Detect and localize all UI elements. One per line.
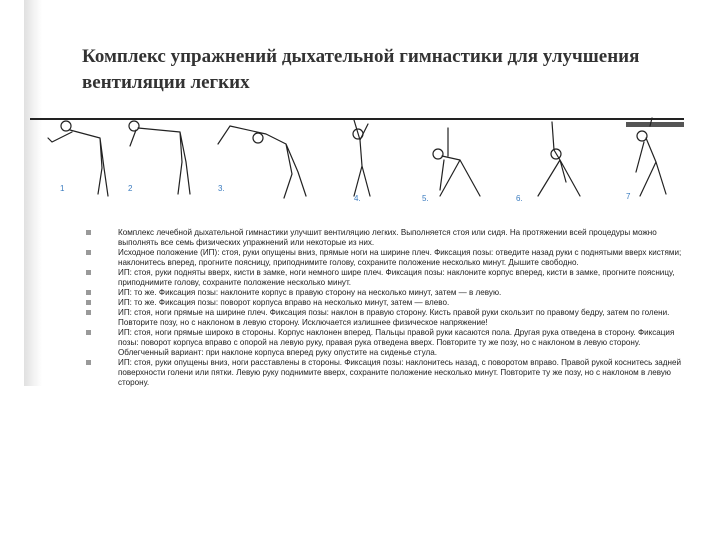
list-item: ИП: стоя, руки подняты вверх, кисти в замке, ноги немного шире плеч. Фиксация позы: наклоните корпус вперед, кисти в замке, прогните поясницу, приподнимите голову, сохраните положение несколько минут. [84, 268, 684, 288]
bullet-icon [86, 230, 91, 235]
figure-label-6: 6. [516, 194, 523, 203]
figure-label-5: 5. [422, 194, 429, 203]
figure-label-1: 1 [60, 184, 65, 193]
list-item: ИП: стоя, ноги прямые на ширине плеч. Фиксация позы: наклон в правую сторону. Кисть правой руки скользит по правому бедру, затем по голени. Повторите позу, но с наклоном в левую сторону. Исключается излишнее физическое напряжение! [84, 308, 684, 328]
list-item: ИП: то же. Фиксация позы: поворот корпуса вправо на несколько минут, затем — влево. [84, 298, 684, 308]
figure-label-7: 7 [626, 192, 631, 201]
exercise-figures [40, 116, 700, 212]
figure-7 [636, 118, 666, 196]
bullet-icon [86, 330, 91, 335]
figure-6 [538, 122, 580, 196]
list-item: ИП: стоя, руки опущены вниз, ноги расставлены в стороны. Фиксация позы: наклонитесь назад, с поворотом вправо. Правой рукой коснитесь задней поверхности голени или пятки. Левую руку поднимите вверх, сохраните положение несколько минут. Повторите ту же позу, но с наклоном в левую сторону. [84, 358, 684, 388]
bullet-icon [86, 300, 91, 305]
list-item: Комплекс лечебной дыхательной гимнастики улучшит вентиляцию легких. Выполняется стоя или сидя. На протяжении всей процедуры можно выполнять все семь физических упражнений или некоторые из них. [84, 228, 684, 248]
figure-2 [129, 121, 190, 194]
figure-1 [48, 121, 108, 196]
bullet-icon [86, 310, 91, 315]
list-item: Исходное положение (ИП): стоя, руки опущены вниз, прямые ноги на ширине плеч. Фиксация позы: отведите назад руки с поднятыми вверх кистями; наклонитесь вперед, прогните поясницу, приподнимите голову, сохраните положение несколько минут. Дышите свободно. [84, 248, 684, 268]
list-item: ИП: то же. Фиксация позы: наклоните корпус в правую сторону на несколько минут, затем — в левую. [84, 288, 684, 298]
figure-label-3: 3. [218, 184, 225, 193]
figure-5 [433, 128, 480, 196]
exercise-list [84, 228, 684, 388]
figure-label-2: 2 [128, 184, 133, 193]
figure-4 [353, 120, 370, 196]
bullet-icon [86, 360, 91, 365]
figure-3 [218, 126, 306, 198]
bullet-icon [86, 290, 91, 295]
figure-label-4: 4. [354, 194, 361, 203]
exercise-illustrations [40, 116, 700, 212]
list-item: ИП: стоя, ноги прямые широко в стороны. Корпус наклонен вперед. Пальцы правой руки касаются пола. Другая рука отведена в сторону. Фиксация позы: поворот корпуса вправо с опорой на левую руку, правая рука отведена вверх. Повторите ту же позу, но с наклоном в левую сторону. Облегченный вариант: при наклоне корпуса вперед руку опустите на сиденье стула. [84, 328, 684, 358]
page-title: Комплекс упражнений дыхательной гимнастики для улучшения вентиляции легких [82, 46, 640, 93]
bullet-icon [86, 250, 91, 255]
bullet-icon [86, 270, 91, 275]
